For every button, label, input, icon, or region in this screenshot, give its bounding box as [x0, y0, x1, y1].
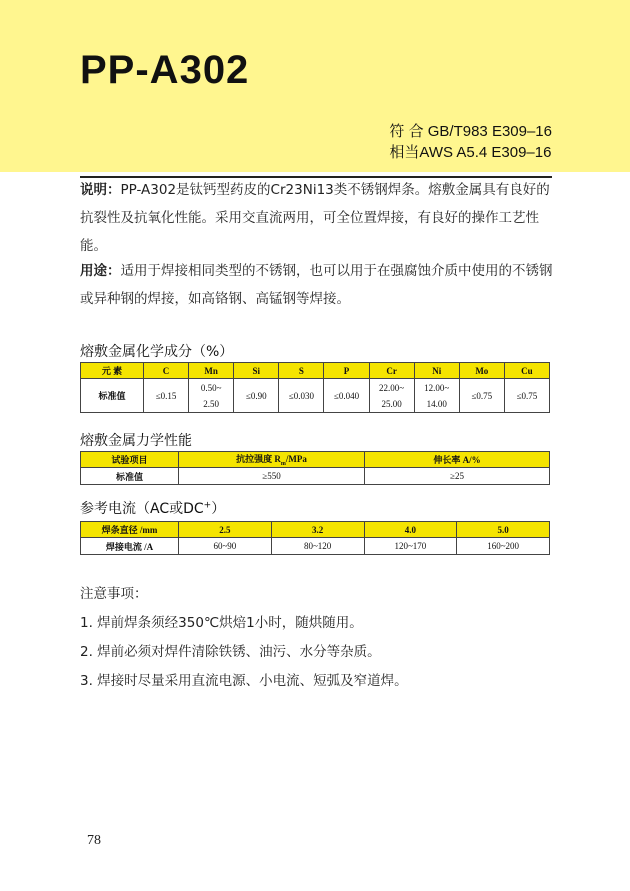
notes-title: 注意事项：	[80, 586, 148, 602]
element-header: Si	[234, 363, 279, 379]
current-value: 120~170	[364, 538, 457, 555]
element-header: Mo	[459, 363, 504, 379]
value-cell: 22.00~ 25.00	[369, 379, 414, 413]
value-cell: ≤0.040	[324, 379, 369, 413]
standard-gb: 符 合 GB/T983 E309–16	[389, 123, 552, 140]
diameter-label: 焊条直径 /mm	[81, 522, 179, 538]
usage-text: 适用于焊接相同类型的不锈钢，也可以用于在强腐蚀介质中使用的不锈钢或异种钢的焊接，如高铬钢、高锰钢等焊接。	[80, 263, 553, 307]
diameter-value: 5.0	[457, 522, 550, 538]
current-value: 60~90	[179, 538, 272, 555]
mechanical-header-row	[81, 452, 550, 468]
value-cell: ≤0.90	[234, 379, 279, 413]
current-label: 焊接电流 /A	[81, 538, 179, 555]
value-cell: 0.50~ 2.50	[189, 379, 234, 413]
diameter-row	[81, 522, 550, 538]
element-label: 元 素	[81, 363, 144, 379]
diameter-value: 2.5	[179, 522, 272, 538]
diameter-value: 3.2	[271, 522, 364, 538]
standard-value-label: 标准值	[81, 379, 144, 413]
chemistry-title: 熔敷金属化学成分（%）	[80, 344, 234, 360]
value-cell: ≤0.75	[504, 379, 549, 413]
current-row	[81, 538, 550, 555]
element-header: Mn	[189, 363, 234, 379]
element-header: S	[279, 363, 324, 379]
current-title: 参考电流（AC或DC+）	[80, 500, 226, 517]
tensile-header: 抗拉强度 $R_m$/MPa	[179, 452, 365, 468]
standard-block	[389, 121, 552, 163]
usage-paragraph	[80, 257, 555, 313]
elongation-header: 伸长率 A/%	[365, 452, 550, 468]
chemistry-value-row	[81, 379, 550, 413]
note-item: 2. 焊前必须对焊件清除铁锈、油污、水分等杂质。	[80, 644, 381, 660]
element-header: C	[144, 363, 189, 379]
note-item: 1. 焊前焊条须经350℃烘焙1小时，随烘随用。	[80, 615, 363, 631]
chemistry-header-row	[81, 363, 550, 379]
usage-label: 用途：	[80, 263, 121, 279]
standard-aws: 相当AWS A5.4 E309–16	[389, 144, 552, 161]
element-header: Cr	[369, 363, 414, 379]
product-title: PP-A302	[80, 48, 250, 92]
current-value: 80~120	[271, 538, 364, 555]
tensile-value: ≥550	[179, 468, 365, 485]
current-value: 160~200	[457, 538, 550, 555]
value-cell: ≤0.030	[279, 379, 324, 413]
description-paragraph	[80, 176, 555, 260]
description-label: 说明：	[80, 182, 121, 198]
page-number: 78	[87, 833, 101, 848]
mechanical-table	[80, 451, 550, 485]
mechanical-title: 熔敷金属力学性能	[80, 433, 192, 449]
chemistry-table	[80, 362, 550, 413]
value-cell: ≤0.75	[459, 379, 504, 413]
description-text: PP-A302是钛钙型药皮的Cr23Ni13类不锈钢焊条。熔敷金属具有良好的抗裂性及抗氧化性能。采用交直流两用，可全位置焊接，有良好的操作工艺性能。	[80, 182, 550, 254]
element-header: P	[324, 363, 369, 379]
standard-value-label: 标准值	[81, 468, 179, 485]
diameter-value: 4.0	[364, 522, 457, 538]
mechanical-value-row	[81, 468, 550, 485]
note-item: 3. 焊接时尽量采用直流电源、小电流、短弧及窄道焊。	[80, 673, 408, 689]
elongation-value: ≥25	[365, 468, 550, 485]
value-cell: 12.00~ 14.00	[414, 379, 459, 413]
element-header: Ni	[414, 363, 459, 379]
element-header: Cu	[504, 363, 549, 379]
notes-section	[80, 581, 555, 696]
current-table	[80, 521, 550, 555]
value-cell: ≤0.15	[144, 379, 189, 413]
test-item-header: 试验项目	[81, 452, 179, 468]
